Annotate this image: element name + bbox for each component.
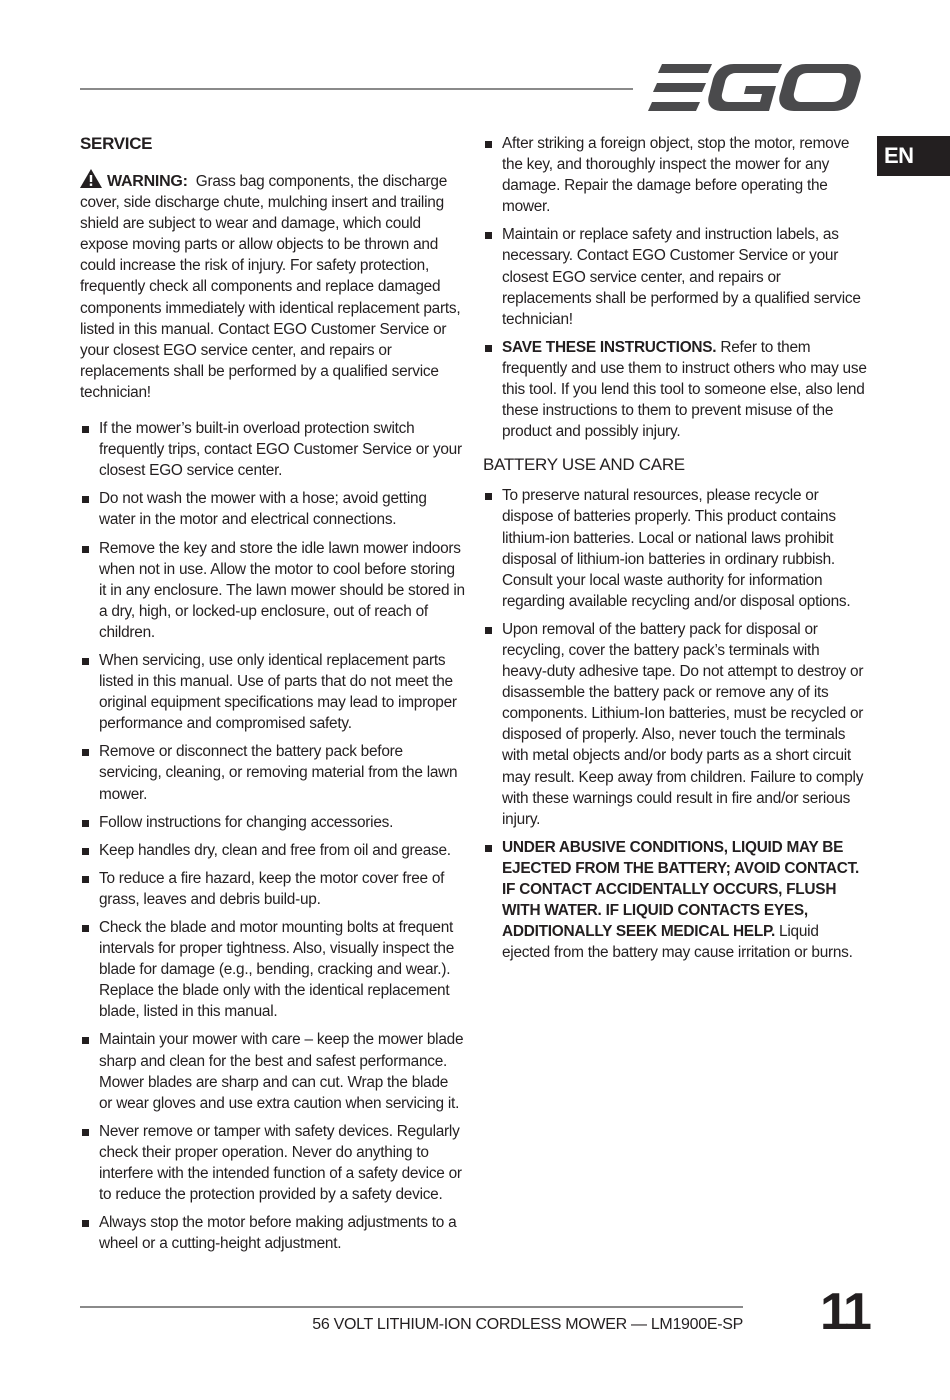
- ego-logo: [648, 62, 862, 114]
- abuse-warning-text: Liquid ejected from the battery may cause irritation or burns.: [502, 923, 853, 962]
- warning-text: Grass bag components, the discharge cover, side discharge chute, mulching insert and trailing shield are subject to wear and damage, which could expose moving parts or allow objects to be thrown and could increase the risk of injury. For safety protection, frequently check all components and replace damaged components immediately with identical replacement parts, listed in this manual. Contact EGO Customer Service or your closest EGO service center, and repairs or replacements shall be performed by a qualified service technician!: [80, 173, 461, 401]
- left-column: [80, 133, 465, 1261]
- list-item: Maintain your mower with care – keep the mower blade sharp and clean for the best and safest performance. Mower blades are sharp and can cut. Wrap the blade or wear gloves and use extra caution when servicing it.: [80, 1029, 465, 1113]
- list-item: To reduce a fire hazard, keep the motor cover free of grass, leaves and debris build-up.: [80, 868, 465, 910]
- list-item: When servicing, use only identical replacement parts listed in this manual. Use of parts that do not meet the original equipment specifications may lead to improper performance and compromised safety.: [80, 650, 465, 734]
- service-list: [80, 418, 465, 1254]
- service-list-continued: [483, 133, 868, 442]
- list-item: [483, 337, 868, 442]
- list-item: Follow instructions for changing accessories.: [80, 812, 465, 833]
- warning-triangle-icon: [80, 169, 102, 188]
- page-number: 11: [820, 1283, 869, 1341]
- right-column: [483, 133, 868, 970]
- list-item: After striking a foreign object, stop the motor, remove the key, and thoroughly inspect the mower for any damage. Repair the damage before operating the mower.: [483, 133, 868, 217]
- footer-rule: [80, 1306, 743, 1308]
- save-instructions-bold: SAVE THESE INSTRUCTIONS.: [502, 338, 717, 356]
- list-item: Do not wash the mower with a hose; avoid getting water in the motor and electrical connections.: [80, 488, 465, 530]
- save-instructions-text: Refer to them frequently and use them to instruct others who may use this tool. If you lend this tool to someone else, also lend these instructions to them to prevent misuse of the product and possibly injury.: [502, 338, 867, 441]
- list-item: To preserve natural resources, please recycle or dispose of batteries properly. This product contains lithium-ion batteries. Local or national laws prohibit disposal of lithium-ion batteries in ordinary rubbish. Consult your local waste authority for information regarding available recycling and/or disposal options.: [483, 485, 868, 612]
- list-item: Always stop the motor before making adjustments to a wheel or a cutting-height adjustment.: [80, 1212, 465, 1254]
- service-warning: [80, 169, 465, 403]
- battery-list: [483, 485, 868, 963]
- list-item: Remove or disconnect the battery pack before servicing, cleaning, or removing material from the lawn mower.: [80, 741, 465, 804]
- list-item: Never remove or tamper with safety devices. Regularly check their proper operation. Never do anything to interfere with the intended function of a safety device or to reduce the protection provided by a safety device.: [80, 1121, 465, 1205]
- battery-heading: BATTERY USE AND CARE: [483, 455, 685, 475]
- list-item: Upon removal of the battery pack for disposal or recycling, cover the battery pack’s terminals with heavy-duty adhesive tape. Do not attempt to destroy or disassemble the battery pack or remove any of its components. Lithium-Ion batteries, must be recycled or disposed of properly. Also, never touch the terminals with metal objects and/or body parts as a short circuit may result. Keep away from children. Failure to comply with these warnings could result in fire and/or serious injury.: [483, 619, 868, 830]
- warning-label: WARNING:: [107, 173, 188, 190]
- list-item: Remove the key and store the idle lawn mower indoors when not in use. Allow the motor to cool before storing it in any enclosure. The lawn mower should be stored in a dry, high, or locked-up enclosure, out of reach of children.: [80, 538, 465, 643]
- footer-title: 56 VOLT LITHIUM-ION CORDLESS MOWER — LM1900E-SP: [312, 1316, 743, 1333]
- service-heading: SERVICE: [80, 134, 153, 153]
- abuse-warning-bold: UNDER ABUSIVE CONDITIONS, LIQUID MAY BE EJECTED FROM THE BATTERY; AVOID CONTACT. IF CONTACT ACCIDENTALLY OCCURS, FLUSH WITH WATER. IF LIQUID CONTACTS EYES, ADDITIONALLY SEEK MEDICAL HELP.: [502, 838, 860, 941]
- list-item: Keep handles dry, clean and free from oil and grease.: [80, 840, 465, 861]
- list-item: If the mower’s built-in overload protection switch frequently trips, contact EGO Customer Service or your closest EGO service center.: [80, 418, 465, 481]
- header-rule: [80, 88, 633, 90]
- list-item: Check the blade and motor mounting bolts at frequent intervals for proper tightness. Also, visually inspect the blade for damage (e.g., bending, cracking and wear.). Replace the blade only with the identical replacement blade, listed in this manual.: [80, 917, 465, 1022]
- list-item: Maintain or replace safety and instruction labels, as necessary. Contact EGO Customer Service or your closest EGO service center, and repairs or replacements shall be performed by a qualified service technician!: [483, 224, 868, 329]
- list-item: [483, 837, 868, 964]
- language-tab: EN: [877, 136, 950, 176]
